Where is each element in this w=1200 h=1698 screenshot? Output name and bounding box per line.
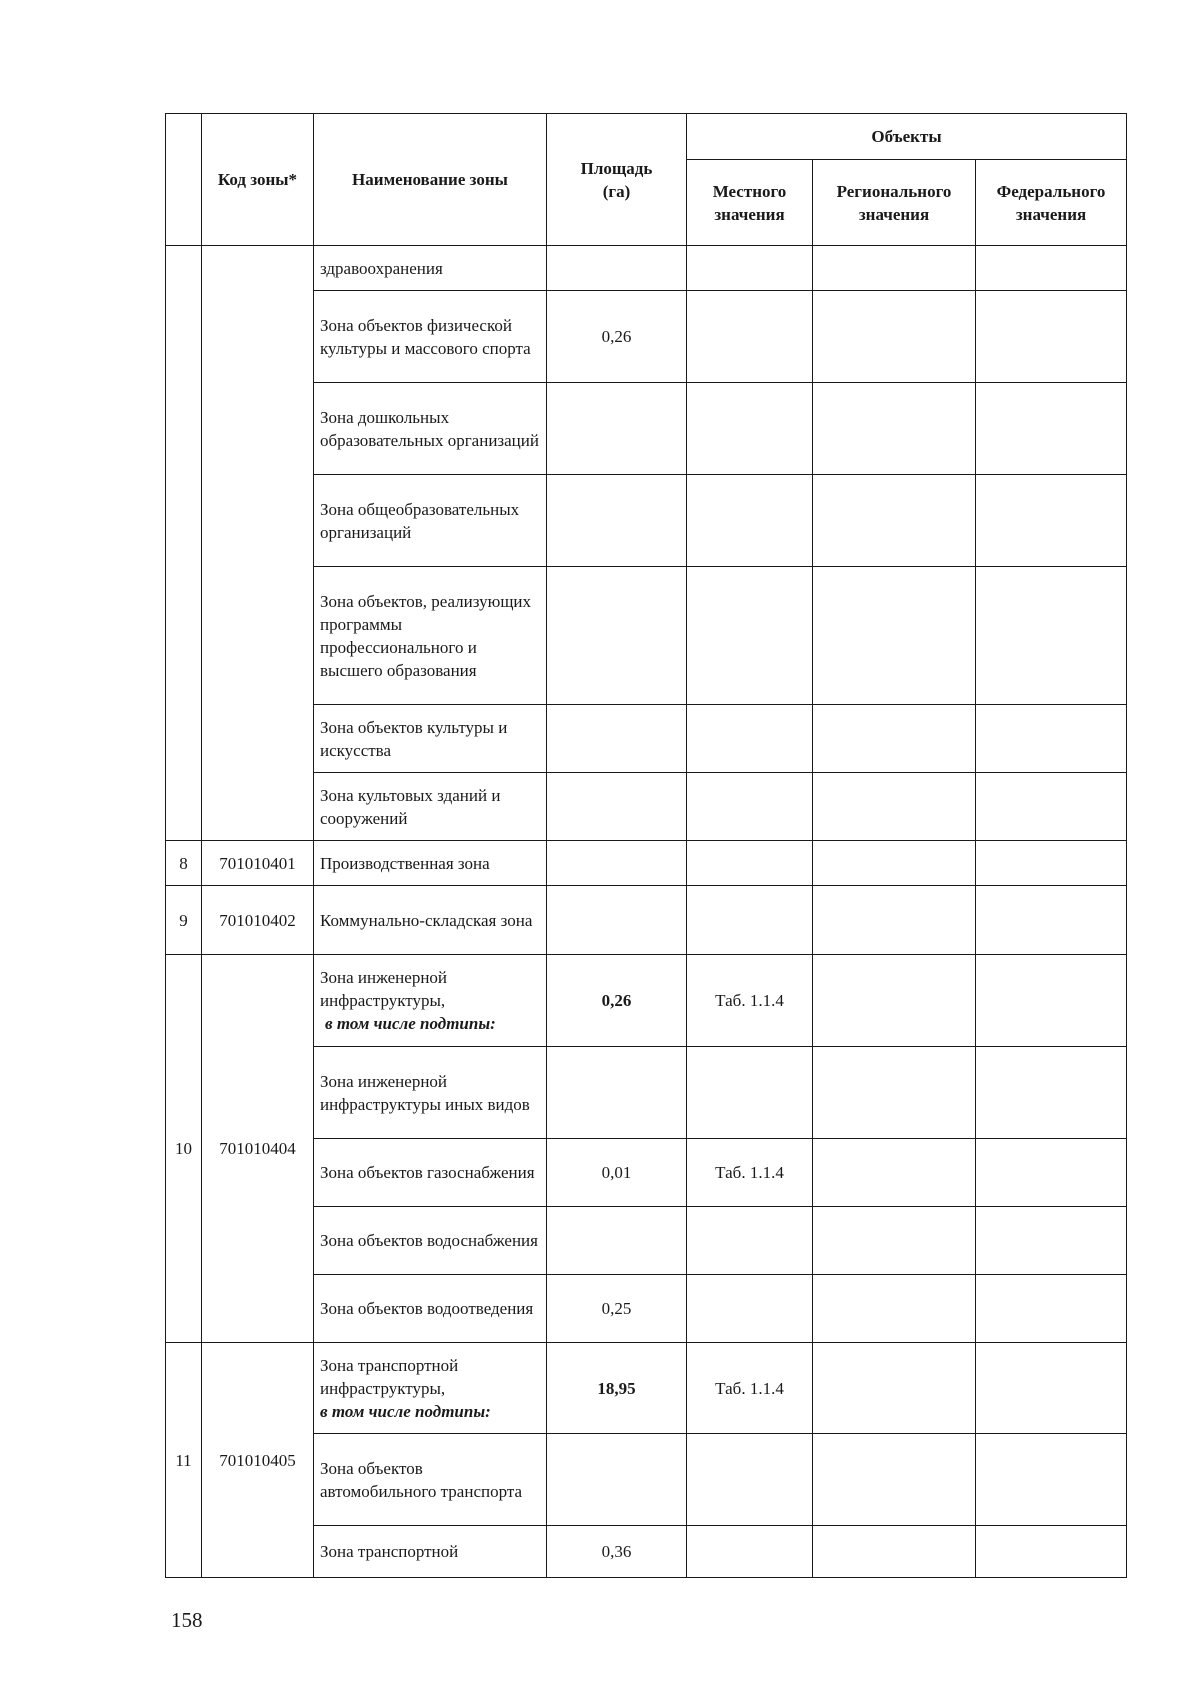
zone-area [547,383,687,475]
zone-regional [813,1139,976,1207]
page-number: 158 [171,1608,203,1632]
zone-federal [976,1526,1127,1578]
zone-regional [813,291,976,383]
zone-name: Производственная зона [314,841,547,886]
zone-regional [813,841,976,886]
zone-name: Зона транспортной [314,1526,547,1578]
zone-name: Зона дошкольных образовательных организаций [314,383,547,475]
row-num: 9 [166,886,202,955]
zone-local [687,246,813,291]
row-num: 8 [166,841,202,886]
subtypes-label: в том числе подтипы: [325,1014,496,1033]
header-row-top [166,114,1127,160]
header-local: Местного значения [687,160,813,246]
zone-name: Зона общеобразовательных организаций [314,475,547,567]
zone-area: 0,36 [547,1526,687,1578]
zone-federal [976,705,1127,773]
zone-local [687,841,813,886]
zone-regional [813,1343,976,1434]
zone-local [687,773,813,841]
zone-federal [976,1434,1127,1526]
zone-local [687,291,813,383]
zone-name: Зона объектов, реализующих программы профессионального и высшего образования [314,567,547,705]
zones-table [165,113,1127,1578]
zone-code: 701010405 [202,1343,314,1578]
table-row [166,955,1127,1047]
zone-federal [976,1139,1127,1207]
zone-name: Зона объектов газоснабжения [314,1139,547,1207]
zone-code: 701010404 [202,955,314,1343]
zone-name: Зона объектов физической культуры и массового спорта [314,291,547,383]
zone-local: Таб. 1.1.4 [687,955,813,1047]
zone-local [687,886,813,955]
zone-area [547,1434,687,1526]
zone-local [687,1526,813,1578]
zone-regional [813,246,976,291]
zone-name: Зона инженерной инфраструктуры иных видов [314,1047,547,1139]
table-row [166,246,1127,291]
zone-regional [813,1047,976,1139]
header-regional: Регионального значения [813,160,976,246]
zone-code: 701010402 [202,886,314,955]
zone-local [687,705,813,773]
zone-area [547,773,687,841]
header-num-cell [166,114,202,246]
zone-federal [976,1207,1127,1275]
header-code: Код зоны* [202,114,314,246]
zone-name: Зона объектов культуры и искусства [314,705,547,773]
zone-area: 0,26 [547,955,687,1047]
zone-federal [976,1343,1127,1434]
zone-local [687,1207,813,1275]
zone-regional [813,383,976,475]
zone-federal [976,1047,1127,1139]
zone-area [547,841,687,886]
zone-area [547,246,687,291]
zone-name [314,1343,547,1434]
zone-name: Зона объектов автомобильного транспорта [314,1434,547,1526]
zone-name [314,955,547,1047]
zone-local [687,475,813,567]
zone-federal [976,773,1127,841]
zone-regional [813,475,976,567]
header-federal: Федерального значения [976,160,1127,246]
zone-federal [976,1275,1127,1343]
zone-local: Таб. 1.1.4 [687,1139,813,1207]
zone-federal [976,841,1127,886]
zone-name-text: Зона транспортной инфраструктуры, [320,1355,459,1398]
zone-regional [813,886,976,955]
zone-regional [813,1275,976,1343]
zone-area [547,1207,687,1275]
zone-area: 0,01 [547,1139,687,1207]
zone-regional [813,1434,976,1526]
zone-name: Зона объектов водоснабжения [314,1207,547,1275]
table-row [166,1343,1127,1434]
zone-area [547,567,687,705]
header-area: Площадь (га) [547,114,687,246]
zone-area [547,705,687,773]
zone-name-text: Зона инженерной инфраструктуры, [320,968,448,1010]
zone-regional [813,1207,976,1275]
table-row [166,841,1127,886]
zone-federal [976,246,1127,291]
row-num: 10 [166,955,202,1343]
zone-local [687,1047,813,1139]
zone-local [687,1434,813,1526]
row-code-cell [202,246,314,841]
header-name: Наименование зоны [314,114,547,246]
zone-federal [976,955,1127,1047]
zone-name: здравоохранения [314,246,547,291]
row-num: 11 [166,1343,202,1578]
zone-code: 701010401 [202,841,314,886]
zone-federal [976,567,1127,705]
header-objects: Объекты [687,114,1127,160]
zone-federal [976,291,1127,383]
zone-name: Зона культовых зданий и сооружений [314,773,547,841]
zone-name: Зона объектов водоотведения [314,1275,547,1343]
table-row [166,886,1127,955]
zone-name: Коммунально-складская зона [314,886,547,955]
zone-federal [976,886,1127,955]
zone-area: 18,95 [547,1343,687,1434]
zone-area [547,1047,687,1139]
zone-area [547,475,687,567]
zone-regional [813,1526,976,1578]
zone-local [687,1275,813,1343]
zone-regional [813,773,976,841]
zone-federal [976,475,1127,567]
subtypes-label: в том числе подтипы: [320,1401,491,1421]
zone-local: Таб. 1.1.4 [687,1343,813,1434]
zone-area [547,886,687,955]
row-num-cell [166,246,202,841]
zone-local [687,567,813,705]
zone-regional [813,955,976,1047]
zone-local [687,383,813,475]
zone-area: 0,26 [547,291,687,383]
zone-regional [813,567,976,705]
zone-area: 0,25 [547,1275,687,1343]
zone-regional [813,705,976,773]
zone-federal [976,383,1127,475]
